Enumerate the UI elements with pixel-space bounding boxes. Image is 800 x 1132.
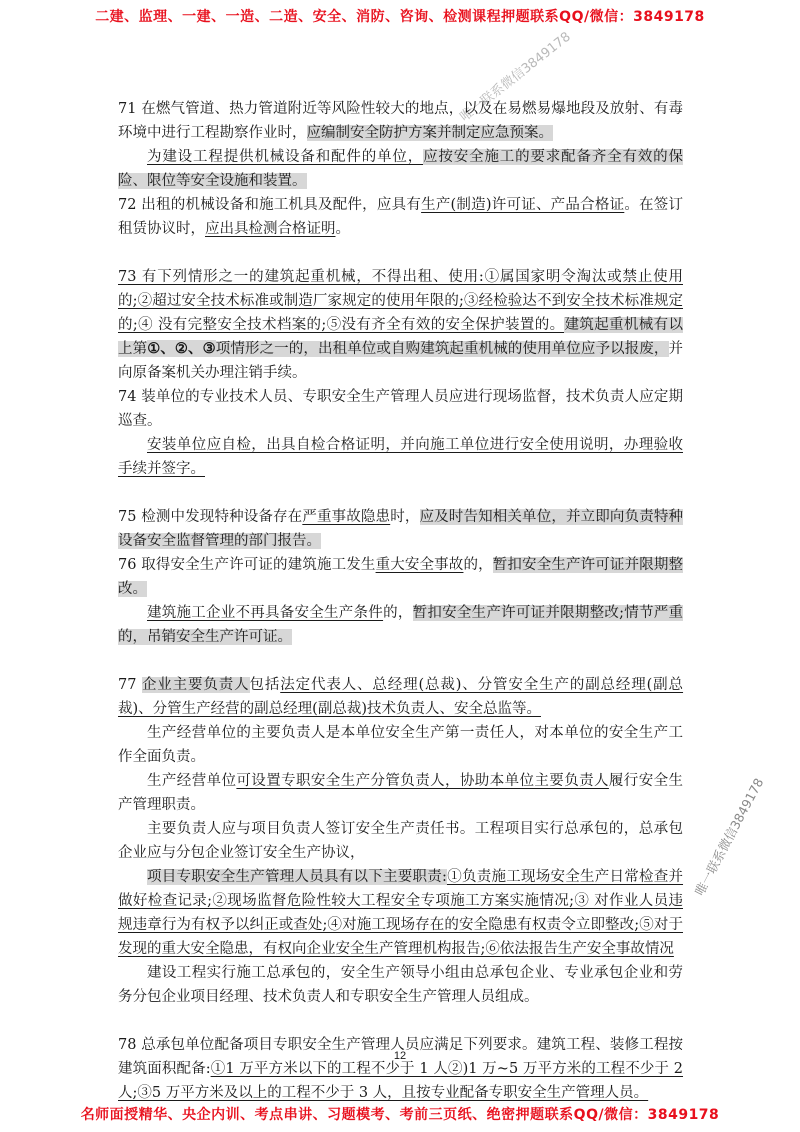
para-76-text2: 的，	[463, 557, 493, 573]
para-77-leadership	[118, 961, 683, 1009]
watermark-side: 唯一联系微信3849178	[691, 775, 767, 898]
spacer	[118, 649, 683, 673]
para-77-agreement-text: 主要负责人应与项目负责人签订安全生产责任书。工程项目实行总承包的，总承包企业应与分包企业签订安全生产协议，	[118, 821, 683, 861]
para-77	[118, 673, 683, 721]
para-77-first-responsible-text: 生产经营单位的主要负责人是本单位安全生产第一责任人，对本单位的安全生产工作全面负责。	[118, 725, 683, 765]
para-73-highlight-2: 项情形之一的，出租单位或自购建筑起重机械的使用单位应予以报废，	[215, 341, 669, 357]
spacer	[118, 1009, 683, 1033]
page-number: 12	[393, 1050, 407, 1062]
para-71-equipment-highlight: 应按安全施工的要求配备齐全有效的保险、限位等安全设施和装置。	[118, 149, 684, 189]
para-72-text2: 。在签订租赁协议时，	[118, 197, 683, 237]
para-76-conditions-underline: 建筑施工企业不再具备安全生产条件	[147, 605, 384, 621]
para-77-duties-list: ①负责施工现场安全生产日常检查并做好检查记录;②现场监督危险性较大工程安全专项施工方案实施情况;③ 对作业人员违规违章行为有权予以纠正或查处;④对施工现场存在的安全隐患有权责令立即整改;⑤对于发现的重大安全隐患，有权向企业安全生产管理机构报告;⑥依法报告生产安全事故情况	[118, 869, 684, 957]
para-72-end: 。	[335, 221, 350, 237]
para-77-num: 77	[118, 677, 142, 693]
para-77-leadership-text: 建设工程实行施工总承包的，安全生产领导小组由总承包企业、专业承包企业和劳务分包企业项目经理、技术负责人和专职安全生产管理人员组成。	[118, 965, 683, 1005]
footer-banner: 名师面授精华、央企内训、考点串讲、习题模考、考前三页纸、绝密押题联系QQ/微信：3849178	[80, 1107, 720, 1123]
para-73-highlight-1: 建筑起重机械有以上第	[118, 317, 684, 357]
para-72	[118, 193, 683, 241]
para-72-text: 72 出租的机械设备和施工机具及配件，应具有	[118, 197, 422, 213]
para-75-highlight: 应及时告知相关单位，并立即向负责特种设备安全监督管理的部门报告。	[118, 509, 684, 549]
document-body	[118, 97, 683, 1105]
para-74-text: 74 装单位的专业技术人员、专职安全生产管理人员应进行现场监督，技术负责人应定期巡查。	[118, 389, 683, 429]
para-71-equipment-underline: 为建设工程提供机械设备和配件的单位，	[147, 149, 424, 165]
para-73-end: 并向原备案机关办理注销手续。	[118, 341, 684, 381]
para-77-deputy	[118, 769, 683, 817]
para-77-deputy-underline: 可设置专职安全生产分管负责人，协助本单位主要负责人	[236, 773, 609, 789]
para-71-text: 71 在燃气管道、热力管道附近等风险性较大的地点，以及在易燃易爆地段及放射、有毒环境中进行工程勘察作业时，	[118, 101, 683, 141]
para-76-conditions-highlight: 暂扣安全生产许可证并限期整改;情节严重的，吊销安全生产许可证。	[118, 605, 684, 645]
para-74	[118, 385, 683, 433]
para-77-agreement	[118, 817, 683, 865]
para-71	[118, 97, 683, 145]
spacer	[118, 241, 683, 265]
para-74-install	[118, 433, 683, 481]
para-73-items: ①、②、③	[147, 340, 216, 357]
para-74-install-text: 安装单位应自检，出具自检合格证明，并向施工单位进行安全使用说明，办理验收手续并签字。	[118, 437, 683, 477]
para-72-permits: 生产(制造)许可证、产品合格证	[421, 197, 625, 213]
para-77-highlight: 企业主要负责人	[141, 677, 250, 693]
para-76-highlight: 暂扣安全生产许可证并限期整改。	[118, 557, 684, 597]
para-76-conditions	[118, 601, 683, 649]
spacer	[118, 481, 683, 505]
para-75-text2: 时，	[390, 509, 420, 525]
para-77-text: 包括	[249, 677, 281, 693]
para-76-conditions-text: 的，	[383, 605, 413, 621]
header-banner: 二建、监理、一建、一造、二造、安全、消防、咨询、检测课程押题联系QQ/微信：3849178	[95, 9, 705, 25]
para-78-text: 78 总承包单位配备项目专职安全生产管理人员应满足下列要求。建筑工程、装修工程按建筑面积配备:	[118, 1037, 683, 1077]
para-77-duties-highlight: 项目专职安全生产管理人员具有以下主要职责:	[147, 869, 447, 885]
watermark-upper: 唯一联系微信3849178	[457, 29, 574, 125]
para-72-certificate: 应出具检测合格证明	[205, 221, 336, 237]
para-78	[118, 1033, 683, 1105]
para-75-text: 75 检测中发现特种设备存在	[118, 509, 303, 525]
para-76-accident: 重大安全事故	[375, 557, 464, 573]
para-71-highlight: 应编制安全防护方案并制定应急预案。	[306, 125, 553, 141]
para-73-conditions: 73 有下列情形之一的建筑起重机械，不得出租、使用:①属国家明令淘汰或禁止使用的;②超过安全技术标准或制造厂家规定的使用年限的;③经检验达不到安全技术标准规定的;④ 没有完整安全技术档案的;⑤没有齐全有效的安全保护装置的。	[118, 269, 683, 333]
para-78-requirements: ①1 万平方米以下的工程不少于 1 人②)1 万~5 万平方米的工程不少于 2 人;③5 万平方米及以上的工程不少于 3 人，且按专业配备专职安全生产管理人员。	[118, 1061, 684, 1101]
para-77-deputy-end: 履行安全生产管理职责。	[118, 773, 684, 813]
para-76-text: 76 取得安全生产许可证的建筑施工发生	[118, 557, 376, 573]
para-75-hazard: 严重事故隐患	[302, 509, 391, 525]
para-73	[118, 265, 683, 385]
para-71-equipment	[118, 145, 683, 193]
para-77-duties	[118, 865, 683, 961]
para-77-first-responsible	[118, 721, 683, 769]
para-77-list: 法定代表人、总经理(总裁)、分管安全生产的副总经理(副总裁)、分管生产经营的副总经理(副总裁)技术负责人、安全总监等。	[118, 677, 684, 717]
para-75	[118, 505, 683, 553]
para-76	[118, 553, 683, 601]
para-77-deputy-text: 生产经营单位	[147, 773, 237, 789]
